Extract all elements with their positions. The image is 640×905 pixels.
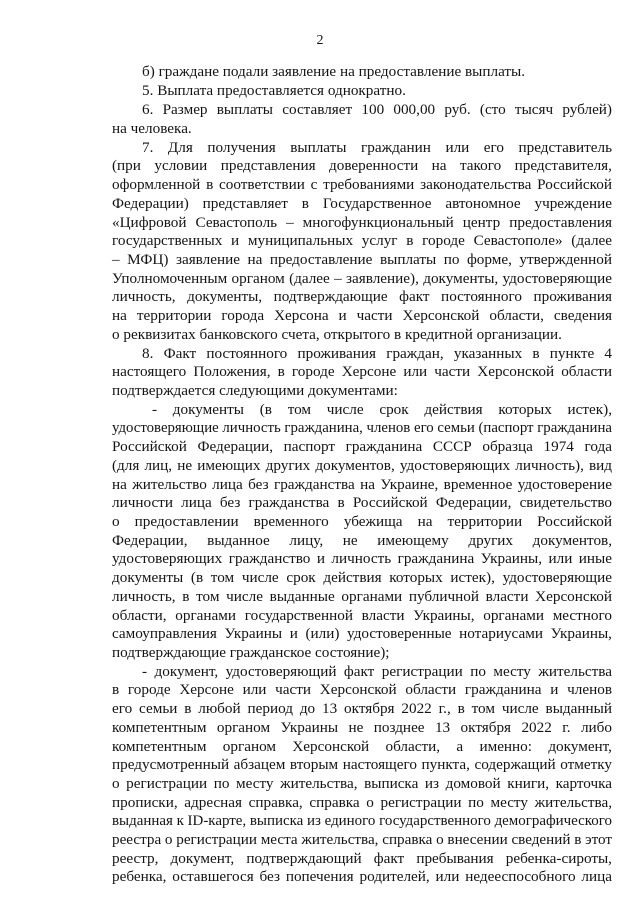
text-line: личности лица без гражданства в Российской Федерации, свидетельство [112,494,612,511]
text-line: удостоверяющие личность гражданина, членов его семьи (паспорт гражданина [112,419,612,436]
text-line: Федерации) представляет в Государственное автономное учреждение [112,195,613,212]
text-line: ребенка, оставшегося без попечения родителей, или недееспособного лица [112,868,612,885]
text-line: прописки, адресная справка, справка о регистрации по месту жительства, [112,794,612,811]
text-line: личность, документы, подтверждающие факт постоянного проживания [112,288,612,305]
text-line: оформленной в соответствии с требованиями законодательства Российской [112,176,612,193]
text-line: государственных и муниципальных услуг в городе Севастополе» (далее [112,232,613,249]
text-line: о регистрации по месту жительства, выписка из домовой книги, карточка [112,775,613,792]
text-line: 8. Факт постоянного проживания граждан, указанных в пункте 4 [142,345,613,362]
text-line: самоуправления Украины и (или) удостоверенные нотариусами Украины, [112,625,612,642]
text-line: о реквизитах банковского счета, открытого в кредитной организации. [112,326,562,343]
text-line: б) граждане подали заявление на предоставление выплаты. [142,63,526,80]
text-line: (для лиц, не имеющих других документов, удостоверяющих личность), вид [112,457,613,474]
text-line: на территории города Херсона и части Херсонской области, сведения [112,307,612,324]
text-line: подтверждающие гражданское состояние); [112,644,390,661]
text-line: (при условии представления доверенности на такого представителя, [112,157,612,174]
text-line: 5. Выплата предоставляется однократно. [142,82,406,99]
text-line: предусмотренный абзацем вторым настоящего пункта, содержащий отметку [112,756,612,773]
text-line: на жительство лица без гражданства на Украине, временное удостоверение [112,476,612,493]
text-line: на человека. [112,120,192,137]
text-line: «Цифровой Севастополь – многофункциональный центр предоставления [112,214,613,231]
text-line: реестра о регистрации места жительства, справка о внесении сведений в этот [112,831,613,848]
text-line: - документы (в том числе срок действия которых истек), [152,401,613,418]
text-line: компетентным органом Херсонской области, а именно: документ, [112,738,612,755]
text-line: удостоверяющих гражданство и личность гражданина Украины, или иные [112,550,612,567]
text-line: его семьи в любой период до 13 октября 2022 г., в том числе выданный [112,700,612,717]
text-line: компетентным органом Украины не позднее 13 октября 2022 г. либо [112,719,612,736]
text-line: – МФЦ) заявление на предоставление выплаты по форме, утвержденной [112,251,613,268]
text-line: в городе Херсоне или части Херсонской области гражданина и членов [112,681,613,698]
text-line: выданная к ID-карте, выписка из единого государственного демографического [112,812,613,829]
text-line: Уполномоченным органом (далее – заявление), документы, удостоверяющие [112,270,612,287]
text-line: реестр, документ, подтверждающий факт пребывания ребенка-сироты, [112,850,612,867]
text-line: документы (в том числе срок действия которых истек), удостоверяющие [112,569,612,586]
text-line: подтверждается следующими документами: [112,382,398,399]
text-line: личность, в том числе выданные органами публичной власти Херсонской [112,588,612,605]
text-line: - документ, удостоверяющий факт регистрации по месту жительства [142,663,612,680]
text-line: 7. Для получения выплаты гражданин или его представитель [142,139,612,156]
text-line: Российской Федерации, паспорт гражданина СССР образца 1974 года [112,438,612,455]
page-number: 2 [316,33,324,48]
text-line: области, органами государственной власти Украины, органами местного [112,607,612,624]
text-line: Федерации, выданное лицу, не имеющему других документов, [112,532,613,549]
text-line: о предоставлении временного убежища на территории Российской [112,513,612,530]
text-line: 6. Размер выплаты составляет 100 000,00 руб. (сто тысяч рублей) [142,101,612,118]
text-line: настоящего Положения, в городе Херсоне или части Херсонской области [112,363,612,380]
